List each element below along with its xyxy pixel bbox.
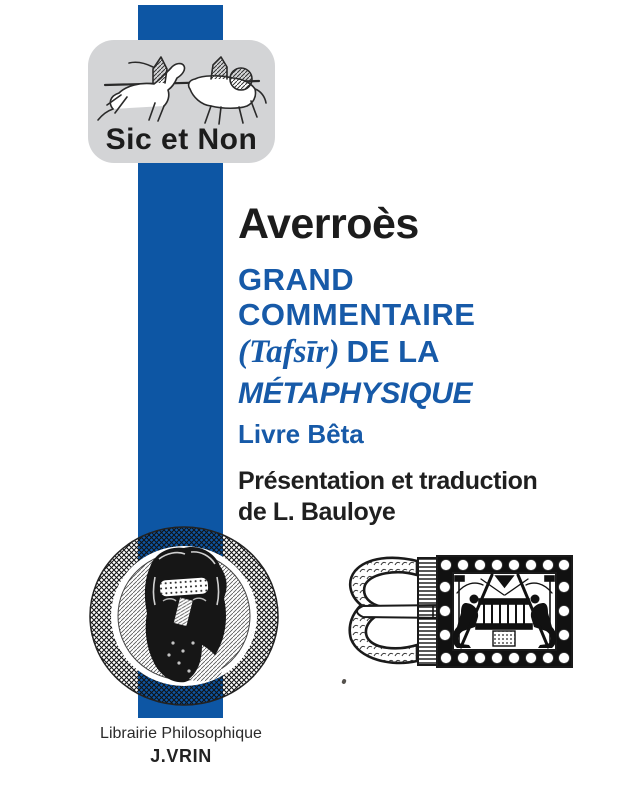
subtitle: Livre Bêta [238, 419, 364, 449]
title-transliteration: (Tafsīr) [238, 334, 340, 370]
collection-logo-box [88, 40, 275, 163]
collection-name: Sic et Non [105, 123, 258, 156]
belt-buckle-engraving [345, 553, 575, 670]
credit-line-1: Présentation et traduction [238, 467, 538, 495]
publisher-name: Librairie Philosophique [100, 725, 262, 742]
two-knights-horsemen-icon [93, 45, 270, 131]
title-line-3-rest: DE LA [346, 334, 440, 369]
title-line-4: MÉTAPHYSIQUE [238, 377, 473, 410]
title-line-1: GRAND [238, 262, 355, 297]
publisher-imprint: J.VRIN [150, 746, 212, 767]
ink-speck [341, 678, 346, 684]
publisher-block [41, 724, 321, 767]
author-name: Averroès [238, 200, 419, 248]
title-line-2: COMMENTAIRE [238, 297, 476, 332]
title-line-3 [238, 336, 439, 369]
credit-line-2: de L. Bauloye [238, 498, 396, 526]
philosopher-portrait-medallion [89, 525, 279, 707]
